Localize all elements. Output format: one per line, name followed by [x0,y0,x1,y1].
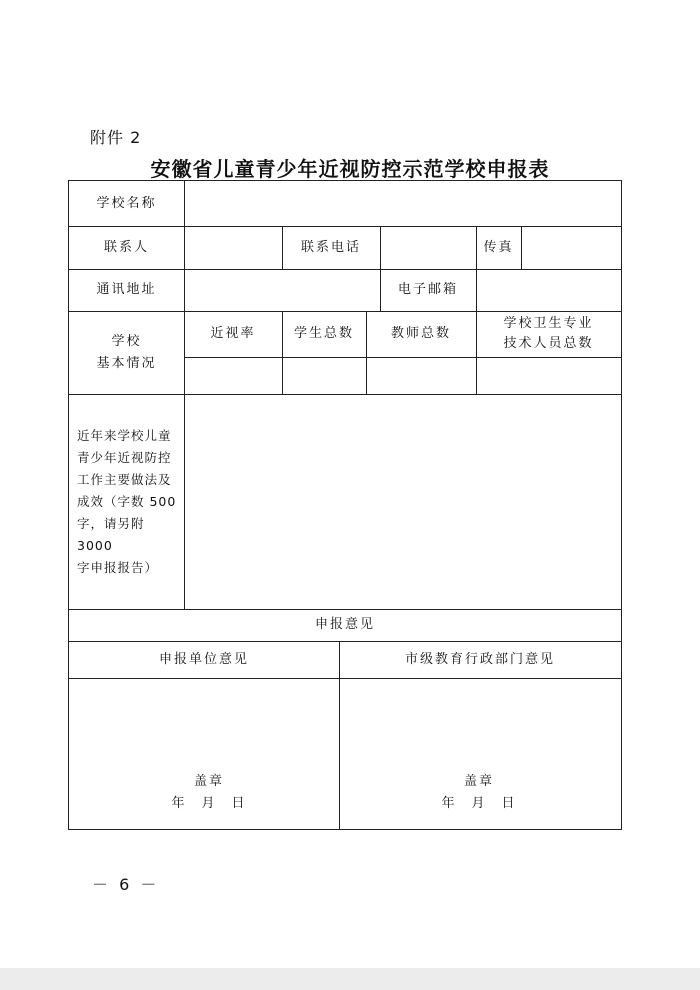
teachers-total-label: 教师总数 [390,326,451,341]
page-bottom-shade [0,968,700,990]
city-date-label: 年 月 日 [441,796,517,811]
application-form-table [68,180,622,830]
address-field[interactable] [185,270,380,311]
health-staff-label [476,311,621,357]
health-staff-label-line: 技术人员总数 [503,336,594,351]
email-field[interactable] [477,270,621,311]
practice-description-label [69,394,184,609]
myopia-rate-label: 近视率 [210,326,256,341]
teachers-total-field[interactable] [367,358,476,394]
students-total-field[interactable] [283,358,366,394]
applicant-seal-label: 盖章 [193,774,224,789]
phone-field[interactable] [381,227,476,269]
document-title: 安徽省儿童青少年近视防控示范学校申报表 [150,157,550,181]
basic-info-label [69,311,184,394]
city-education-opinion-field[interactable] [340,679,621,769]
applicant-opinion-label: 申报单位意见 [158,651,249,667]
practice-label-line: 成效（字数 500 [77,493,177,509]
basic-info-label-line: 基本情况 [96,355,157,371]
basic-info-label-line: 学校 [111,333,142,349]
address-label: 通讯地址 [96,282,157,297]
practice-description-field[interactable] [185,395,621,609]
students-total-label: 学生总数 [293,326,354,341]
health-staff-label-line: 学校卫生专业 [503,316,594,331]
fax-label: 传真 [483,239,514,255]
school-name-label: 学校名称 [96,195,157,211]
phone-label: 联系电话 [300,239,361,255]
practice-label-line: 字申报报告） [77,559,159,575]
fax-field[interactable] [522,227,621,269]
city-seal-label: 盖章 [463,774,494,789]
applicant-opinion-field[interactable] [70,679,339,769]
health-staff-field[interactable] [477,358,621,394]
email-label: 电子邮箱 [397,282,458,297]
practice-label-line: 字，请另附 3000 [77,515,145,553]
school-name-field[interactable] [185,182,621,226]
myopia-rate-field[interactable] [185,358,282,394]
opinion-section-header: 申报意见 [314,617,375,632]
page-number: － 6 － [92,875,160,894]
attachment-label: 附件 2 [90,128,142,147]
contact-person-label: 联系人 [103,239,149,255]
practice-label-line: 青少年近视防控 [77,449,172,465]
city-education-opinion-label: 市级教育行政部门意见 [404,651,555,667]
contact-person-field[interactable] [185,227,282,269]
applicant-date-label: 年 月 日 [171,796,247,811]
practice-label-line: 工作主要做法及 [77,471,172,487]
practice-label-line: 近年来学校儿童 [77,427,172,443]
